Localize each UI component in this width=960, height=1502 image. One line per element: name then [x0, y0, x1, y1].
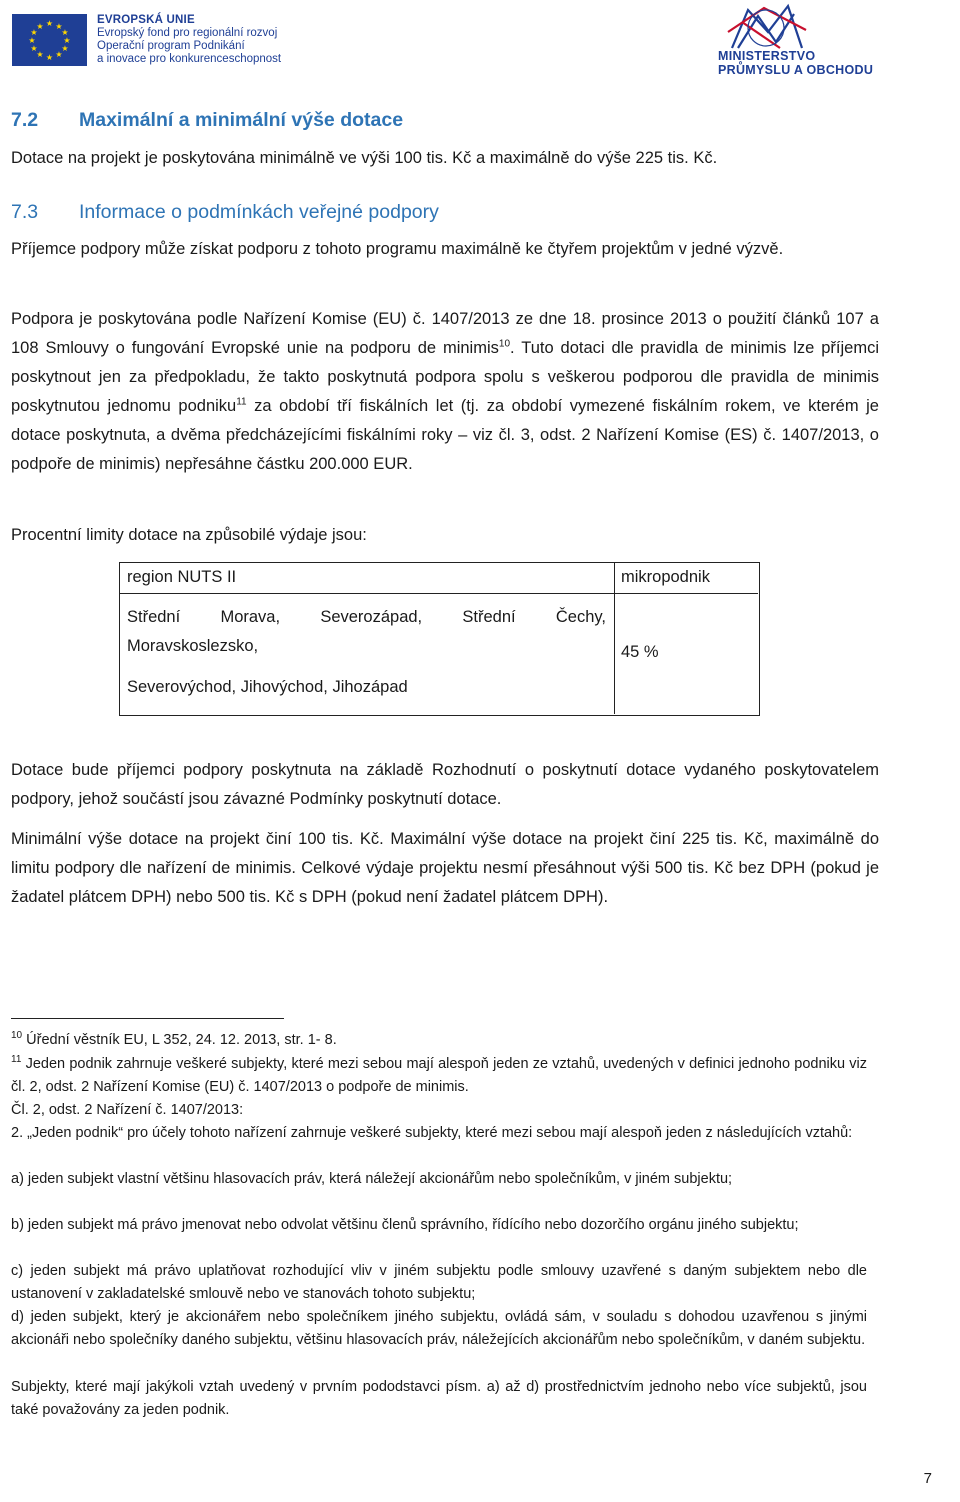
svg-text:★: ★	[55, 22, 63, 31]
svg-text:★: ★	[61, 28, 69, 37]
ministry-logo-icon	[718, 2, 810, 50]
footnote-number: 10	[11, 1030, 23, 1042]
paragraph-min-max: Minimální výše dotace na projekt činí 100 tis. Kč. Maximální výše dotace na projekt činí 225 tis. Kč, maximálně do limitu podpory dle nařízení de minimis. Celkové výdaje projektu nesmí přesáhnout výši 500 tis. Kč bez DPH (pokud je žadatel plátcem DPH) nebo 500 tis. Kč s DPH (pokud není žadatel plátcem DPH).	[11, 830, 879, 906]
table-header-region: region NUTS II	[127, 568, 237, 586]
page-number: 7	[923, 1470, 932, 1487]
eu-line-4: a inovace pro konkurenceschopnost	[97, 53, 282, 65]
aid-limits-table	[119, 562, 760, 716]
paragraph-7-2: Dotace na projekt je poskytována minimálně ve výši 100 tis. Kč a maximálně do výše 225 tis. Kč.	[11, 149, 718, 167]
footnote-article-ref: Čl. 2, odst. 2 Nařízení č. 1407/2013:	[11, 1102, 244, 1118]
footnote-item-a: a) jeden subjekt vlastní většinu hlasovacích práv, která náležejí akcionářům nebo společníkům, v jiném subjektu;	[11, 1171, 733, 1187]
footnote-text: Jeden podnik zahrnuje veškeré subjekty, které mezi sebou mají alespoň jeden ze vztahů, uvedených v definici jednoho podniku viz čl. 2, odst. 2 Nařízení Komise (EU) č. 1407/2013 o podpoře de minimis.	[11, 1056, 867, 1096]
svg-text:★: ★	[36, 50, 44, 59]
ministry-caption	[718, 49, 873, 77]
footnote-item-d: d) jeden subjekt, který je akcionářem nebo společníkem jiného subjektu, ovládá sám, v souladu s dohodou uzavřenou s jinými akcionáři nebo společníky daného subjektu, většinu hlasovacích práv, náležejících akcionářům nebo společníkům, v daném subjektu.	[11, 1309, 867, 1349]
ministry-line-1: MINISTERSTVO	[718, 49, 816, 63]
svg-text:★: ★	[30, 44, 38, 53]
paragraph-limits-intro: Procentní limity dotace na způsobilé výdaje jsou:	[11, 526, 367, 544]
svg-text:★: ★	[28, 36, 36, 45]
footnote-10	[11, 1029, 867, 1052]
footnote-item-b: b) jeden subjekt má právo jmenovat nebo odvolat většinu členů správního, řídícího nebo dozorčího orgánu jiného subjektu;	[11, 1217, 799, 1233]
heading-number: 7.3	[11, 201, 39, 223]
heading-number: 7.2	[11, 109, 39, 131]
eu-program-caption	[97, 14, 281, 66]
table-region-line-3: Severovýchod, Jihovýchod, Jihozápad	[127, 678, 408, 696]
footnote-item-2: 2. „Jeden podnik“ pro účely tohoto nařízení zahrnuje veškeré subjekty, které mezi sebou mají alespoň jeden z následujících vztahů:	[11, 1125, 853, 1141]
svg-text:★: ★	[36, 22, 44, 31]
footnote-ref-10[interactable]: 10	[498, 338, 511, 350]
paragraph-projects-limit: Příjemce podpory může získat podporu z tohoto programu maximálně ke čtyřem projektům v jedné výzvě.	[11, 240, 784, 258]
svg-text:★: ★	[30, 28, 38, 37]
paragraph-decision: Dotace bude příjemci podpory poskytnuta na základě Rozhodnutí o poskytnutí dotace vydaného poskytovatelem podpory, jehož součástí jsou závazné Podmínky poskytnutí dotace.	[11, 761, 879, 808]
de-minimis-text-b: . Tuto dotaci dle pravidla de minimis lze příjemci poskytnout jen za předpokladu, že takto poskytnutá podpora spolu s veškerou podporou dle pravidla de minimis poskytnutou jednomu podniku	[11, 339, 880, 415]
table-column-divider	[614, 563, 615, 714]
table-value-micro: 45 %	[621, 643, 659, 661]
eu-line-1: EVROPSKÁ UNIE	[97, 14, 195, 26]
ministry-line-2: PRŮMYSLU A OBCHODU	[718, 63, 874, 77]
table-header-micro: mikropodnik	[621, 568, 710, 586]
heading-title: Informace o podmínkách veřejné podpory	[79, 201, 439, 223]
svg-text:★: ★	[61, 44, 69, 53]
footnote-separator	[11, 1018, 284, 1019]
footnote-number: 11	[11, 1054, 22, 1066]
footnote-ref-11[interactable]: 11	[236, 396, 247, 408]
footnote-closing: Subjekty, které mají jakýkoli vztah uvedený v prvním pododstavci písm. a) až d) prostřednictvím jednoho nebo více subjektů, jsou také považovány za jeden podnik.	[11, 1379, 867, 1419]
heading-7-3	[11, 200, 439, 224]
svg-text:★: ★	[55, 50, 63, 59]
footnote-11	[11, 1053, 867, 1100]
eu-line-2: Evropský fond pro regionální rozvoj	[97, 27, 278, 39]
svg-text:★: ★	[45, 19, 54, 28]
heading-7-2	[11, 108, 403, 132]
footnote-item-c: c) jeden subjekt má právo uplatňovat rozhodující vliv v jiném subjektu podle smlouvy uzavřené s daným subjektem nebo dle ustanovení v zakladatelské smlouvě nebo ve stanovách tohoto subjektu;	[11, 1263, 867, 1303]
footnote-text: Úřední věstník EU, L 352, 24. 12. 2013, str. 1- 8.	[22, 1032, 337, 1048]
heading-title: Maximální a minimální výše dotace	[79, 109, 404, 131]
table-region-line-1: Střední Morava, Severozápad, Střední Čechy,	[127, 608, 606, 626]
eu-flag-logo	[12, 14, 87, 66]
table-region-line-2: Moravskoslezsko,	[127, 637, 259, 655]
paragraph-de-minimis	[11, 305, 879, 479]
de-minimis-text-c: za období tří fiskálních let (tj. za období vymezené fiskálním rokem, ve kterém je dotace poskytnuta, a dvěma předcházejícími fiskálními roky – viz čl. 3, odst. 2 Nařízení Komise (ES) č. 1407/2013, o podpoře de minimis) nepřesáhne částku 200.000 EUR.	[11, 397, 879, 473]
svg-text:★: ★	[63, 36, 71, 45]
de-minimis-text-a: Podpora je poskytována podle Nařízení Komise (EU) č. 1407/2013 ze dne 18. prosince 2013 o použití článků 107 a 108 Smlouvy o fungování Evropské unie na podporu de minimis	[11, 310, 879, 357]
svg-text:★: ★	[45, 53, 54, 62]
table-header-divider	[120, 593, 758, 594]
eu-line-3: Operační program Podnikání	[97, 40, 245, 52]
